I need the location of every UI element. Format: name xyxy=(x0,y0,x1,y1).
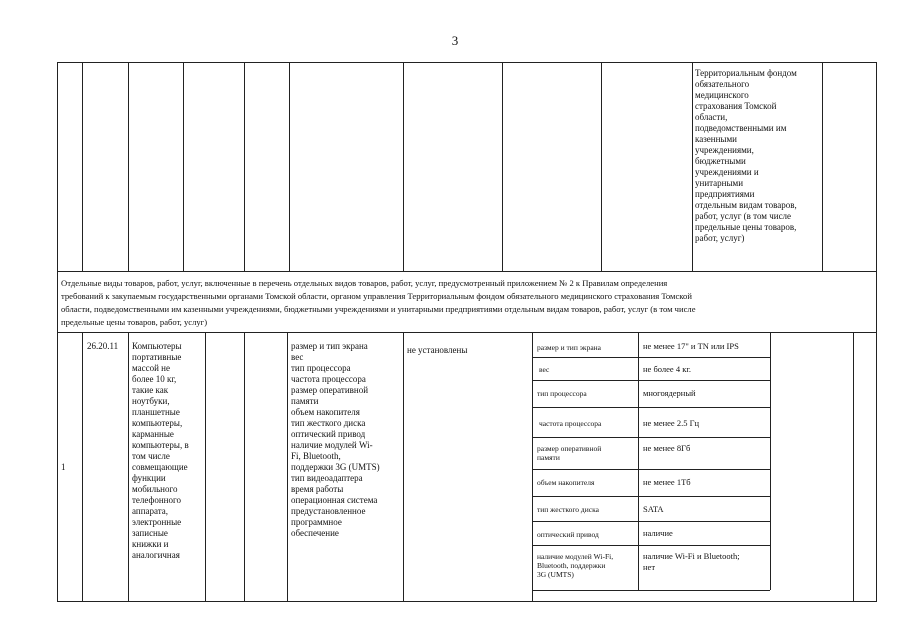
table-bottom-border xyxy=(57,601,877,602)
table-right-border xyxy=(876,62,877,602)
item-code: 26.20.11 xyxy=(87,341,119,351)
spec-value: не более 4 кг. xyxy=(643,364,691,374)
spec-name: частота процессора xyxy=(539,419,602,428)
spec-name: объем накопителя xyxy=(537,478,595,487)
spec-row-line xyxy=(532,590,770,591)
page-number: 3 xyxy=(451,33,459,48)
top-col-line xyxy=(403,62,404,271)
item-characteristics: размер и тип экрана вес тип процессора частота процессора размер оперативной памяти объем накопителя тип жесткого диска оптический привод наличие модулей Wi- Fi, Bluetooth, поддержки 3G (UMTS) тип видеоадаптера время работы операционная система предустановленное программное обеспечение xyxy=(291,341,380,538)
spec-row-line xyxy=(532,357,770,358)
spec-row-line xyxy=(532,545,770,546)
top-col-line xyxy=(128,62,129,271)
spec-value: многоядерный xyxy=(643,388,696,398)
table-top-border xyxy=(57,62,877,63)
item-col-line xyxy=(287,332,288,602)
spec-value: не менее 2.5 Гц xyxy=(643,418,700,428)
top-col-line xyxy=(502,62,503,271)
item-value-state: не установлены xyxy=(407,345,468,355)
spec-value: не менее 1Тб xyxy=(643,477,691,487)
top-col-line xyxy=(289,62,290,271)
item-name: Компьютеры портативные массой не более 10 кг, такие как ноутбуки, планшетные компьютеры, карманные компьютеры, в том числе совмещающие функции мобильного телефонного аппарата, электронные записные книжки и аналогичная xyxy=(132,341,189,560)
spec-row-line xyxy=(532,469,770,470)
top-col-line xyxy=(244,62,245,271)
spec-row-line xyxy=(532,407,770,408)
top-col-line xyxy=(82,62,83,271)
item-col-line xyxy=(403,332,404,602)
spec-name: вес xyxy=(539,365,550,374)
item-col-line xyxy=(770,332,771,590)
spec-value: наличие Wi-Fi и Bluetooth; нет xyxy=(643,551,740,572)
top-row-text: Территориальным фондом обязательного медицинского страхования Томской области, подведомственными им казенными учреждениями, бюджетными учреждениями и унитарными предприятиями отдельным видам товаров, работ, услуг (в том числе предельные цены товаров, работ, услуг) xyxy=(695,68,797,243)
item-col-line xyxy=(128,332,129,602)
item-col-line xyxy=(532,332,533,602)
top-col-line xyxy=(183,62,184,271)
top-col-line xyxy=(692,62,693,271)
spec-row-line xyxy=(532,496,770,497)
top-col-line xyxy=(601,62,602,271)
spec-name: тип жесткого диска xyxy=(537,505,599,514)
row-divider-1 xyxy=(57,271,877,272)
spec-value: не менее 8Гб xyxy=(643,443,691,453)
spec-value: наличие xyxy=(643,528,673,538)
item-col-line xyxy=(82,332,83,602)
spec-name: размер и тип экрана xyxy=(537,343,601,352)
section-header: Отдельные виды товаров, работ, услуг, включенные в перечень отдельных видов товаров, работ, услуг, предусмотренный приложением № 2 к Правилам определения требований к закупаемым государственными органами Томской области, органом управления Территориальным фондом обязательного медицинского страхования Томской области, подведомственными им казенными учреждениями, бюджетными учреждениями и унитарными предприятиями отдельным видам товаров, работ, услуг (в том числе предельные цены товаров, работ, услуг) xyxy=(61,278,696,327)
item-col-line xyxy=(205,332,206,602)
spec-name: размер оперативной памяти xyxy=(537,444,602,462)
row-divider-2 xyxy=(57,332,877,333)
spec-value: не менее 17" и TN или IPS xyxy=(643,341,739,351)
item-number: 1 xyxy=(61,462,66,472)
spec-row-line xyxy=(532,380,770,381)
spec-name: тип процессора xyxy=(537,389,587,398)
table-left-border xyxy=(57,62,58,602)
spec-row-line xyxy=(532,437,770,438)
spec-name: оптический привод xyxy=(537,530,599,539)
spec-row-line xyxy=(532,521,770,522)
spec-name: наличие модулей Wi-Fi, Bluetooth, поддержки 3G (UMTS) xyxy=(537,552,614,579)
item-col-line xyxy=(853,332,854,602)
item-col-line xyxy=(244,332,245,602)
spec-value: SATA xyxy=(643,504,664,514)
